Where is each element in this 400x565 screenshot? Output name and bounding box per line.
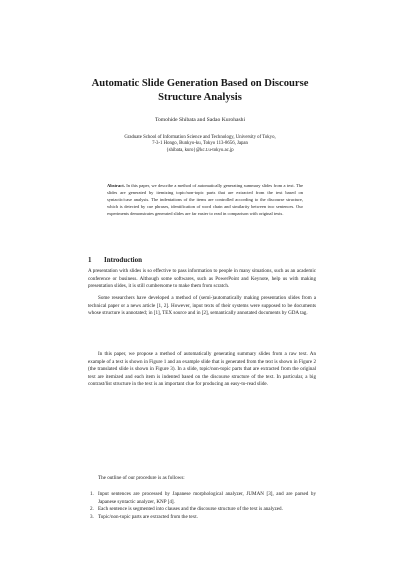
abstract-text: In this paper, we describe a method of automatically generating summary slides from a text. The slides are generated by itemizing topic/non-topic parts that are extracted from the text based on syntactic/case analysis. The indentations of the items are controlled according to the discourse structure, which is detected by cue phrases, identification of word chain and similarity between two sentences. Our experiments demonstrates generated slides are far easier to read in comparison with original texts. [107, 183, 303, 216]
list-text: Each sentence is segmented into clauses and the discourse structure of the text is analyzed. [98, 506, 283, 512]
paragraph-2 [88, 295, 316, 318]
affiliation-email: {shibata, kuro}@kc.t.u-tokyo.ac.jp [166, 147, 234, 153]
affiliation-line: Graduate School of Information Science and Technology, University of Tokyo, [124, 135, 276, 140]
title-line-2: Structure Analysis [158, 92, 242, 103]
abstract-label: Abstract. [107, 183, 125, 188]
list-text: Input sentences are processed by Japanese morphological analyzer, JUMAN [3], and are parsed by Japanese syntactic analyzer, KNP [4]. [98, 491, 316, 505]
list-item [88, 514, 316, 522]
author-list: Tomohide Shibata and Sadao Kurohashi [154, 117, 246, 123]
list-item [88, 506, 316, 514]
paragraph-text: A presentation with slides is so effective to pass information to people in many situations, such as an academic conference or business. Although some softwares, such as PowerPoint and Keynote, help us with making presentation slides, it is still cumbersome to make them from scratch. [88, 268, 316, 289]
title-line-1: Automatic Slide Generation Based on Discourse [91, 78, 309, 89]
paper-title [0, 77, 400, 105]
paragraph-1 [88, 268, 316, 291]
procedure-list [88, 491, 316, 521]
list-text: Topic/non-topic parts are extracted from the text. [98, 513, 198, 520]
list-number: 2. [90, 506, 94, 512]
paragraph-4 [88, 475, 316, 483]
affiliation-address: 7-3-1 Hongo, Bunkyo-ku, Tokyo 113-8656, Japan [152, 141, 248, 147]
section-title: Introduction [104, 256, 142, 264]
paragraph-text: Some researchers have developed a method of (semi-)automatically making presentation slides from a technical paper or a news article [1, 2]. However, input texts of their systems were supposed to be documents whose structure is annotated; in [1], TEX source and in [2], semantically annotated documents by GDA tag. [88, 295, 316, 316]
paragraph-text: In this paper, we propose a method of automatically generating summary slides from a raw text. An example of a text is shown in Figure 1 and an example slide that is generated from the text is shown in Figure 2 (the translated slide is shown in Figure 3). In a slide, topic/non-topic parts that are extracted from the original text are itemized and each item is indented based on the discourse structure of the text. In particular, a big contrast/list structure in the text is an important clue for producing an easy-to-read slide. [88, 351, 316, 387]
list-item [88, 491, 316, 506]
section-number: 1 [88, 256, 92, 264]
affiliation [0, 135, 400, 154]
paragraph-3 [88, 351, 316, 389]
abstract [107, 183, 303, 218]
list-number: 3. [90, 513, 94, 520]
section-heading [88, 256, 142, 265]
paragraph-text: The outline of our procedure is as follows: [98, 475, 185, 481]
list-number: 1. [90, 491, 94, 497]
